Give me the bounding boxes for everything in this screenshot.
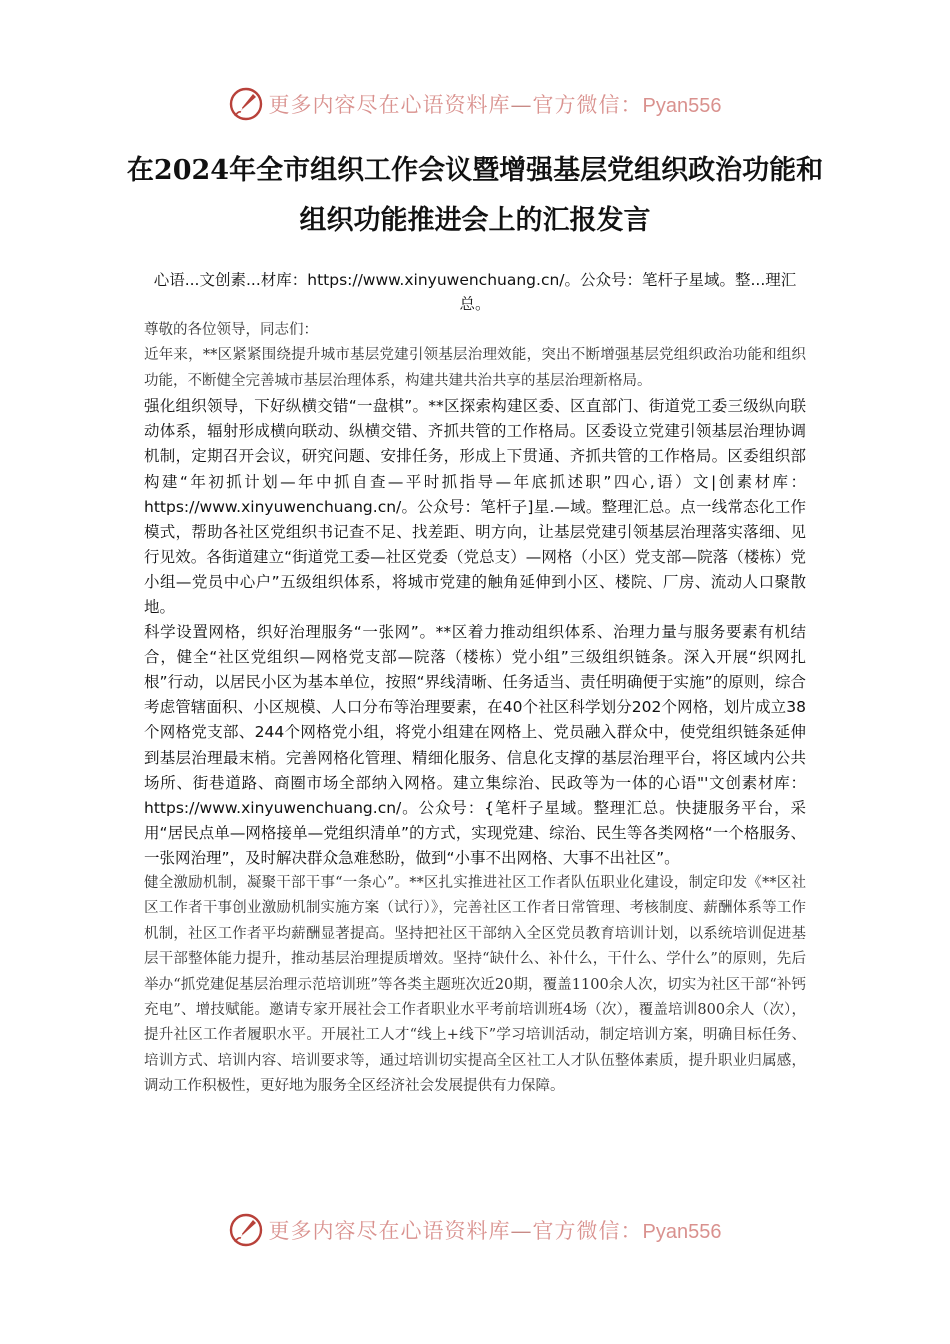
footer-banner: [0, 1208, 950, 1252]
document-title: 在2024年全市组织工作会议暨增强基层党组织政治功能和组织功能推进会上的汇报发言: [126, 155, 824, 236]
section-incentive-paragraph: 健全激励机制，凝聚干部干事“一条心”。**区扎实推进社区工作者队伍职业化建设，制定印发《**区社区工作者干事创业激励机制实施方案（试行）》，完善社区工作者日常管理、考核制度、薪酬体系等工作机制，社区工作者平均薪酬显著提高。坚持把社区干部纳入全区党员教育培训计划，以系统培训促进基层干部整体能力提升，推动基层治理提质增效。坚持“缺什么、补什么，干什么、学什么”的原则，先后举办“抓党建促基层治理示范培训班”等各类主题班次近20期，覆盖1100余人次，切实为社区干部“补钙充电”、增技赋能。邀请专家开展社会工作者职业水平考前培训班4场（次），覆盖培训800余人（次），提升社区工作者履职水平。开展社工人才“线上+线下”学习培训活动，制定培训方案，明确目标任务、培训方式、培训内容、培训要求等，通过培训切实提高全区社工人才队伍整体素质，提升职业归属感，调动工作积极性，更好地为服务全区经济社会发展提供有力保障。: [144, 875, 806, 1095]
banner-wechat-id: Pyan556: [642, 95, 722, 117]
intro-paragraph: 近年来，**区紧紧围绕提升城市基层党建引领基层治理效能，突出不断增强基层党组织政治功能和组织功能，不断健全完善城市基层治理体系，构建共建共治共享的基层治理新格局。: [144, 347, 806, 389]
banner-text: [269, 1215, 722, 1245]
banner-main-text: 更多内容尽在心语资料库: [268, 93, 511, 117]
section-organization-paragraph: 强化组织领导，下好纵横交错“一盘棋”。**区探索构建区委、区直部门、街道党工委三级纵向联动体系，辐射形成横向联动、纵横交错、齐抓共管的工作格局。区委设立党建引领基层治理协调机制，定期召开会议，研究问题、安排任务，形成上下贯通、齐抓共管的工作格局。区委组织部构建“年初抓计划—年中抓自查—平时抓指导—年底抓述职”四心,语）文|创素材库：https://www.xinyuwenchuang.cn/。公众号：笔杆子]星.—域。整理汇总。点一线常态化工作模式，帮助各社区党组织书记查不足、找差距、明方向，让基层党建引领基层治理落实落细、见行见效。各街道建立“街道党工委—社区党委（党总支）—网格（小区）党支部—院落（楼栋）党小组—党员中心户”五级组织体系，将城市党建的触角延伸到小区、楼院、厂房、流动人口聚散地。: [144, 397, 806, 616]
banner-label: 官方微信：: [532, 93, 643, 117]
banner-separator: —: [510, 93, 533, 117]
salutation: 尊敬的各位领导，同志们：: [144, 322, 318, 338]
quill-logo-icon: [229, 1213, 263, 1247]
section-grid-paragraph: 科学设置网格，织好治理服务“一张网”。**区着力推动组织体系、治理力量与服务要素有机结合，健全“社区党组织—网格党支部—院落（楼栋）党小组”三级组织链条。深入开展“织网扎根”行动，以居民小区为基本单位，按照“界线清晰、任务适当、责任明确便于实施”的原则，综合考虑管辖面积、小区规模、人口分布等治理要素，在40个社区科学划分202个网格，划片成立38个网格党支部、244个网格党小组，将党小组建在网格上、党员融入群众中，使党组织链条延伸到基层治理最末梢。完善网格化管理、精细化服务、信息化支撑的基层治理平台，将区域内公共场所、街巷道路、商圈市场全部纳入网格。建立集综治、民政等为一体的心语"'文创素材库：https://www.xinyuwenchuang.cn/。公众号：{笔杆子星域。整理汇总。快捷服务平台，采用“居民点单—网格接单—党组织清单”的方式，实现党建、综治、民生等各类网格“一个格服务、一张网治理”，及时解决群众急难愁盼，做到“小事不出网格、大事不出社区”。: [144, 623, 806, 867]
header-banner: [0, 82, 950, 126]
banner-text: [269, 89, 722, 119]
document-source-line: 心语...文创素...材库：https://www.xinyuwenchuang.cn/。公众号：笔杆子星域。整...理汇总。: [153, 271, 797, 313]
banner-main-text: 更多内容尽在心语资料库: [268, 1219, 511, 1243]
banner-separator: —: [510, 1219, 533, 1243]
banner-wechat-id: Pyan556: [642, 1221, 722, 1243]
document-body: [144, 318, 806, 1100]
quill-logo-icon: [229, 87, 263, 121]
banner-label: 官方微信：: [532, 1219, 643, 1243]
